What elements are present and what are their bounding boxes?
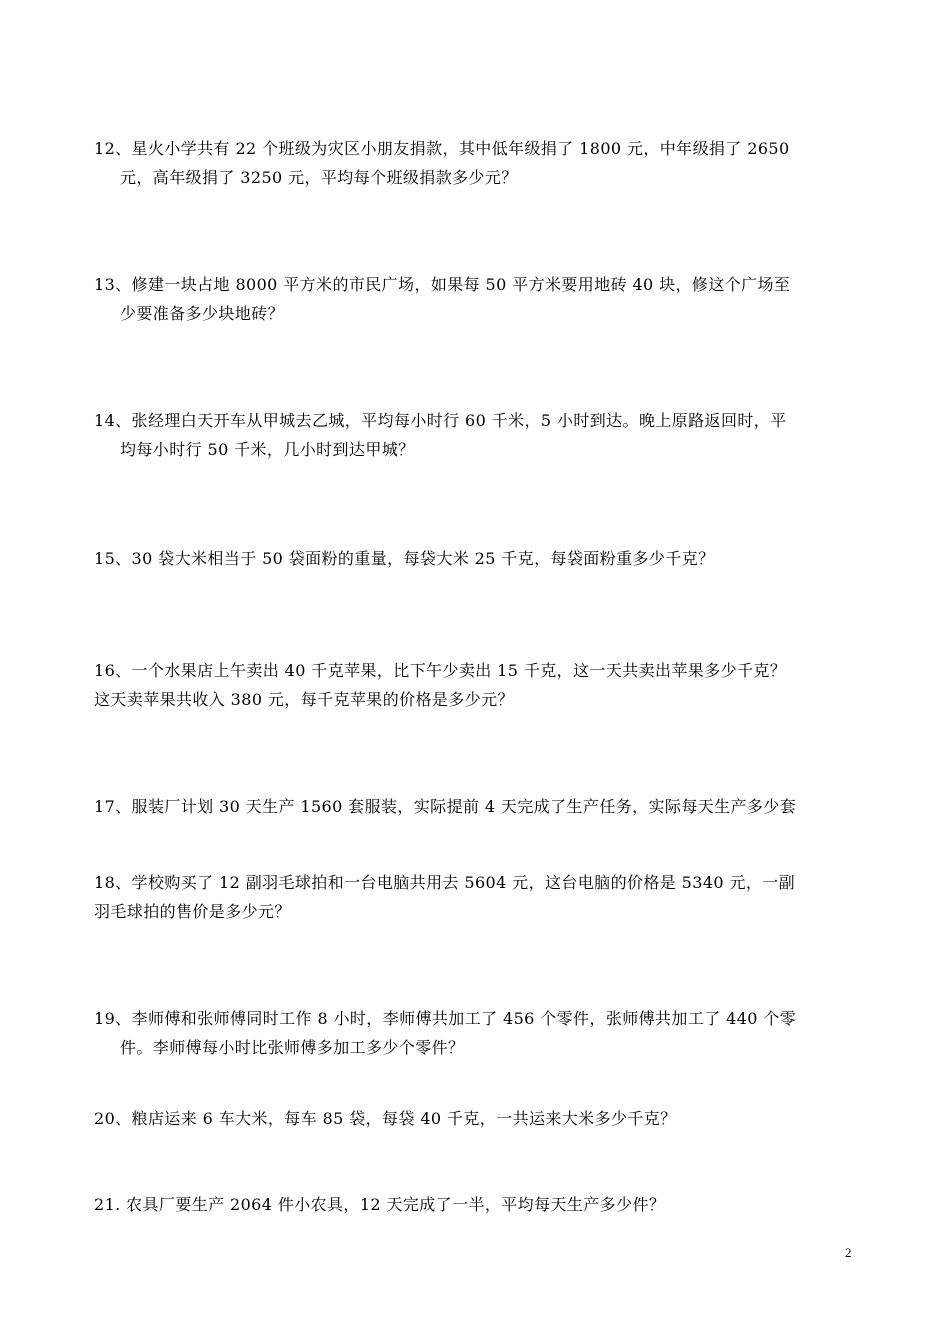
problem-line: 件。李师傅每小时比张师傅多加工多少个零件？ [120,1038,465,1057]
problem-line: 18、学校购买了 12 副羽毛球拍和一台电脑共用去 5604 元，这台电脑的价格是 5340 元，一副 [94,873,796,892]
problem-line: 元，高年级捐了 3250 元，平均每个班级捐款多少元？ [120,168,518,187]
problem-19 [94,1004,864,1062]
problem-12 [94,134,864,192]
problem-line: 12、星火小学共有 22 个班级为灾区小朋友捐款，其中低年级捐了 1800 元，中年级捐了 2650 [94,139,790,158]
problem-16 [94,656,864,714]
problem-line: 13、修建一块占地 8000 平方米的市民广场，如果每 50 平方米要用地砖 40 块，修这个广场至 [94,275,791,294]
problem-18 [94,868,864,926]
problem-20 [94,1104,864,1133]
problem-15 [94,544,864,573]
problem-line: 这天卖苹果共收入 380 元，每千克苹果的价格是多少元？ [94,690,514,709]
problem-21 [94,1190,864,1219]
problem-line: 15、30 袋大米相当于 50 袋面粉的重量，每袋大米 25 千克，每袋面粉重多少千克？ [94,549,715,568]
problem-line: 21. 农具厂要生产 2064 件小农具，12 天完成了一半，平均每天生产多少件？ [94,1195,666,1214]
problem-line: 20、粮店运来 6 车大米，每车 85 袋，每袋 40 千克，一共运来大米多少千克？ [94,1109,677,1128]
problem-17 [94,792,864,821]
problem-13 [94,270,864,328]
problem-line: 17、服装厂计划 30 天生产 1560 套服装，实际提前 4 天完成了生产任务，实际每天生产多少套 [94,797,797,816]
problem-line: 均每小时行 50 千米，几小时到达甲城？ [120,440,415,459]
problem-line: 羽毛球拍的售价是多少元？ [94,902,291,921]
problem-14 [94,406,864,464]
problem-line: 16、一个水果店上午卖出 40 千克苹果，比下午少卖出 15 千克，这一天共卖出苹果多少千克？ [94,661,787,680]
problem-line: 少要准备多少块地砖？ [120,304,285,323]
problem-line: 14、张经理白天开车从甲城去乙城，平均每小时行 60 千米，5 小时到达。晚上原路返回时，平 [94,411,787,430]
page-number: 2 [845,1245,852,1260]
problem-line: 19、李师傅和张师傅同时工作 8 小时，李师傅共加工了 456 个零件，张师傅共加工了 440 个零 [94,1009,797,1028]
